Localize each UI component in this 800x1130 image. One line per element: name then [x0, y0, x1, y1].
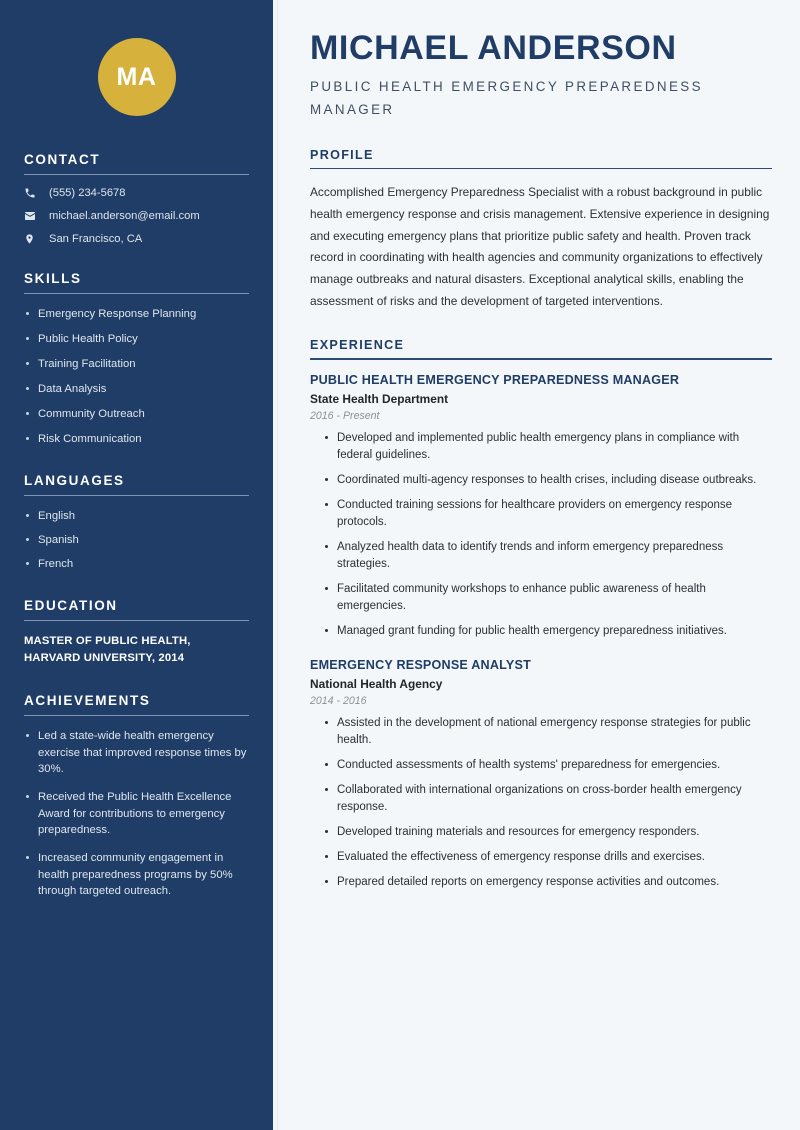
experience-entry	[310, 658, 772, 891]
list-item: Received the Public Health Excellence Award for contributions to emergency preparedness.	[24, 789, 249, 838]
contact-section	[24, 152, 249, 245]
skills-list	[24, 306, 249, 447]
envelope-icon	[24, 210, 42, 222]
achievements-list	[24, 728, 249, 899]
achievements-section	[24, 693, 249, 899]
page-title: MICHAEL ANDERSON	[310, 29, 677, 67]
job-company: National Health Agency	[310, 676, 443, 691]
list-item: Collaborated with international organizations on cross-border health emergency response.	[323, 782, 772, 816]
contact-location-value: San Francisco, CA	[49, 233, 143, 245]
contact-email-value: michael.anderson@email.com	[49, 210, 200, 222]
list-item: Assisted in the development of national emergency response strategies for public health.	[323, 715, 772, 749]
list-item: Public Health Policy	[24, 331, 249, 347]
experience-entry	[310, 373, 772, 640]
list-item: Developed training materials and resources for emergency responders.	[323, 824, 772, 841]
job-title: EMERGENCY RESPONSE ANALYST	[310, 657, 531, 672]
languages-divider	[24, 495, 249, 496]
languages-heading: LANGUAGES	[24, 473, 125, 489]
list-item: English	[24, 508, 249, 524]
achievements-heading: ACHIEVEMENTS	[24, 693, 151, 709]
languages-section	[24, 473, 249, 572]
contact-phone[interactable]	[24, 187, 249, 199]
education-divider	[24, 620, 249, 621]
education-heading: EDUCATION	[24, 598, 118, 614]
contact-phone-value: (555) 234-5678	[49, 187, 126, 199]
job-bullets	[310, 430, 772, 640]
profile-text: Accomplished Emergency Preparedness Specialist with a robust background in public health emergency response and crisis management. Extensive experience in designing and executing emergency plans that prioritize public safety and health. Proven track record in coordinating with health agencies and community organizations to effectively manage outbreaks and natural disasters. Exceptional analytical skills, enabling the assessment of risks and the development of targeted interventions.	[310, 185, 770, 308]
contact-email[interactable]	[24, 210, 249, 222]
phone-icon	[24, 187, 42, 199]
list-item: Risk Communication	[24, 431, 249, 447]
list-item: Coordinated multi-agency responses to health crises, including disease outbreaks.	[323, 472, 772, 489]
avatar-container	[24, 0, 249, 116]
list-item: Data Analysis	[24, 381, 249, 397]
main-column	[278, 0, 800, 1130]
list-item: Community Outreach	[24, 406, 249, 422]
job-dates: 2014 - 2016	[310, 694, 367, 707]
list-item: French	[24, 556, 249, 572]
list-item: Increased community engagement in health preparedness programs by 50% through targeted outreach.	[24, 850, 249, 899]
professional-title: PUBLIC HEALTH EMERGENCY PREPAREDNESS MANAGER	[310, 79, 703, 118]
education-section	[24, 598, 249, 667]
education-entry: MASTER OF PUBLIC HEALTH, HARVARD UNIVERSITY, 2014	[24, 635, 191, 665]
languages-list	[24, 508, 249, 572]
experience-divider	[310, 358, 772, 359]
list-item: Prepared detailed reports on emergency response activities and outcomes.	[323, 874, 772, 891]
skills-heading: SKILLS	[24, 271, 82, 286]
experience-heading: EXPERIENCE	[310, 338, 405, 353]
sidebar	[0, 0, 273, 1130]
list-item: Developed and implemented public health emergency plans in compliance with federal guidelines.	[323, 430, 772, 464]
list-item: Spanish	[24, 532, 249, 548]
list-item: Led a state-wide health emergency exercise that improved response times by 30%.	[24, 728, 249, 777]
contact-divider	[24, 174, 249, 175]
profile-divider	[310, 168, 772, 169]
list-item: Analyzed health data to identify trends and inform emergency preparedness strategies.	[323, 539, 772, 573]
achievements-divider	[24, 715, 249, 716]
profile-heading: PROFILE	[310, 147, 374, 162]
list-item: Training Facilitation	[24, 356, 249, 372]
list-item: Emergency Response Planning	[24, 306, 249, 322]
list-item: Conducted training sessions for healthcare providers on emergency response protocols.	[323, 497, 772, 531]
list-item: Facilitated community workshops to enhance public awareness of health emergencies.	[323, 581, 772, 615]
location-pin-icon	[24, 233, 42, 245]
contact-location[interactable]	[24, 233, 249, 245]
job-bullets	[310, 715, 772, 891]
profile-section	[310, 148, 772, 312]
skills-section	[24, 271, 249, 447]
avatar-initials: MA	[98, 38, 176, 116]
list-item: Conducted assessments of health systems' preparedness for emergencies.	[323, 757, 772, 774]
experience-section	[310, 338, 772, 891]
job-dates: 2016 - Present	[310, 409, 380, 422]
list-item: Managed grant funding for public health emergency preparedness initiatives.	[323, 623, 772, 640]
job-title: PUBLIC HEALTH EMERGENCY PREPAREDNESS MANAGER	[310, 372, 680, 387]
contact-heading: CONTACT	[24, 152, 101, 167]
job-company: State Health Department	[310, 391, 449, 406]
list-item: Evaluated the effectiveness of emergency response drills and exercises.	[323, 849, 772, 866]
skills-divider	[24, 293, 249, 294]
